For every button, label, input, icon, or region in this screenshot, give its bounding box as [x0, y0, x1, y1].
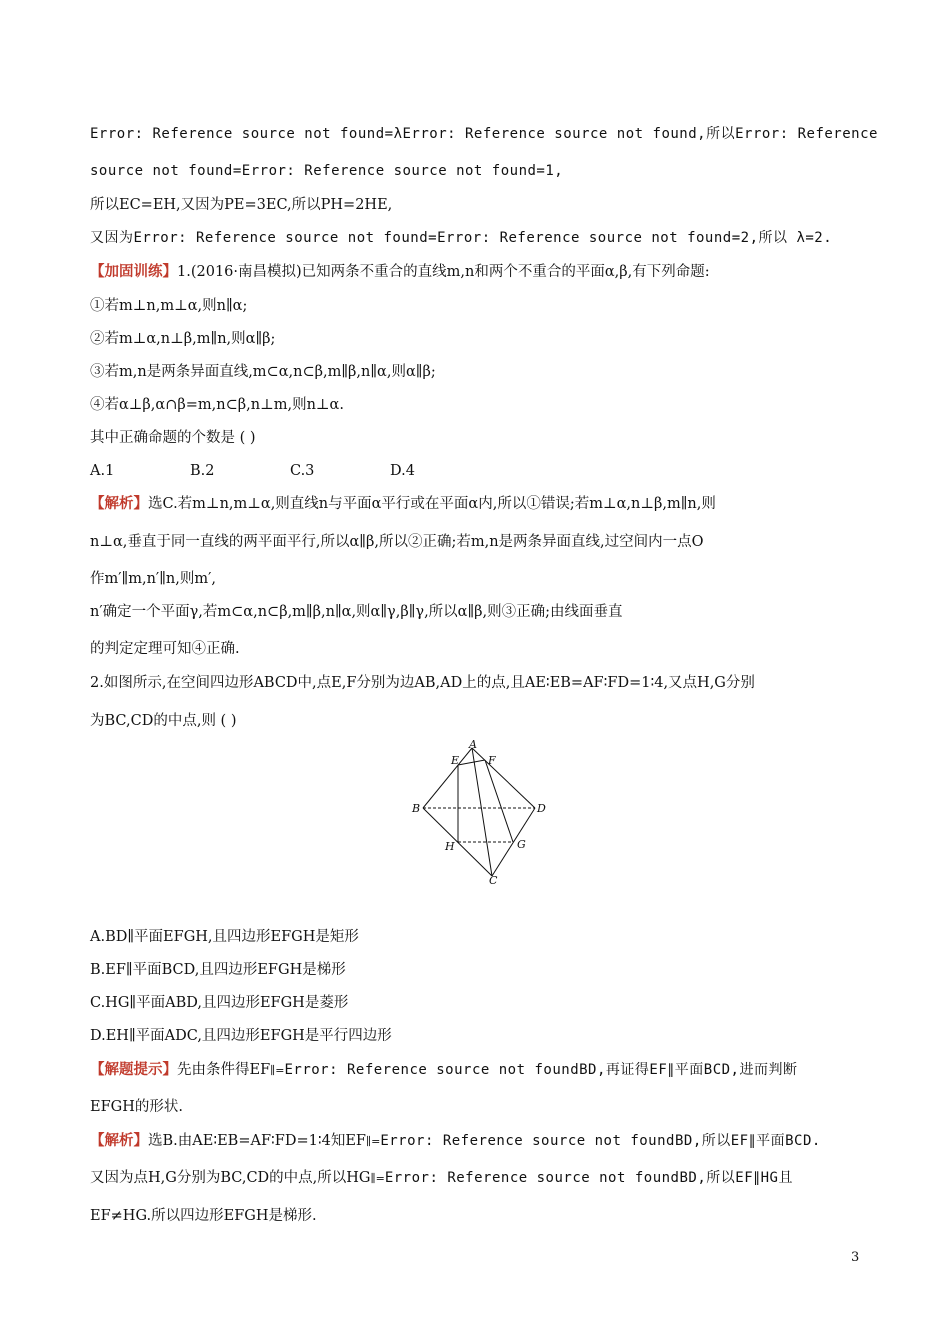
proposition-1: ①若m⊥n,m⊥α,则n∥α; [90, 298, 248, 314]
label-a: A [469, 738, 477, 751]
parallel-equal-symbol: ∥= [370, 1172, 385, 1185]
question-2-line-2: 为BC,CD的中点,则 ( ) [90, 713, 237, 729]
question-2-line-1: 2.如图所示,在空间四边形ABCD中,点E,F分别为边AB,AD上的点,且AE∶EB=AF∶FD=1∶4,又点H,G分别 [90, 675, 755, 691]
question-1-options [90, 461, 490, 481]
solution-2-line-3: EF≠HG.所以四边形EFGH是梯形. [90, 1208, 317, 1224]
solution-2-line-2: 又因为点H,G分别为BC,CD的中点,所以HG∥=Error: Reference source not foundBD,所以EF∥HG且 [90, 1170, 793, 1186]
tetrahedron-figure [408, 738, 553, 888]
option-b: B.2 [190, 463, 215, 479]
hint-line-1: 【解题提示】先由条件得EF∥=Error: Reference source not foundBD,再证得EF∥平面BCD,进而判断 [90, 1061, 798, 1078]
question-1-text: 1.(2016·南昌模拟)已知两条不重合的直线m,n和两个不重合的平面α,β,有下列命题: [177, 264, 710, 280]
solution-1-line-5: 的判定定理可知④正确. [90, 641, 240, 657]
solution-1-line-3: 作m′∥m,n′∥n,则m′, [90, 571, 217, 587]
text-line-2: source not found=Error: Reference source not found=1, [90, 163, 564, 179]
text-line-4: 又因为Error: Reference source not found=Error: Reference source not found=2,所以 λ=2. [90, 230, 833, 246]
solution-1-line-4: n′确定一个平面γ,若m⊂α,n⊂β,m∥β,n∥α,则α∥γ,β∥γ,所以α∥β,则③正确;由线面垂直 [90, 604, 623, 620]
hint-line-2: EFGH的形状. [90, 1099, 183, 1115]
text-line-1: Error: Reference source not found=λError: Reference source not found,所以Error: Reference [90, 126, 878, 142]
reinforcement-tag: 【加固训练】 [90, 263, 177, 280]
solution-1-line-2: n⊥α,垂直于同一直线的两平面平行,所以α∥β,所以②正确;若m,n是两条异面直线,过空间内一点O [90, 534, 704, 550]
parallel-equal-symbol: ∥= [366, 1135, 381, 1148]
hint-tag: 【解题提示】 [90, 1061, 177, 1078]
solution-2-line-1: 【解析】选B.由AE∶EB=AF∶FD=1∶4知EF∥=Error: Reference source not foundBD,所以EF∥平面BCD. [90, 1132, 821, 1149]
proposition-3: ③若m,n是两条异面直线,m⊂α,n⊂β,m∥β,n∥α,则α∥β; [90, 364, 436, 380]
page-number: 3 [851, 1250, 860, 1265]
option-a: A.1 [90, 463, 115, 479]
option-d: D.4 [390, 463, 415, 479]
label-f: F [488, 754, 496, 767]
proposition-2: ②若m⊥α,n⊥β,m∥n,则α∥β; [90, 331, 276, 347]
proposition-4: ④若α⊥β,α∩β=m,n⊂β,n⊥m,则n⊥α. [90, 397, 344, 413]
question-2-option-d: D.EH∥平面ADC,且四边形EFGH是平行四边形 [90, 1028, 392, 1044]
analysis-tag: 【解析】 [90, 495, 148, 512]
question-1-ask: 其中正确命题的个数是 ( ) [90, 430, 256, 446]
analysis-tag: 【解析】 [90, 1132, 148, 1149]
label-g: G [517, 838, 526, 851]
label-c: C [489, 874, 498, 887]
question-2-option-b: B.EF∥平面BCD,且四边形EFGH是梯形 [90, 962, 346, 978]
text-line-3: 所以EC=EH,又因为PE=3EC,所以PH=2HE, [90, 197, 393, 213]
question-2-option-a: A.BD∥平面EFGH,且四边形EFGH是矩形 [90, 929, 359, 945]
question-1-stem [90, 262, 710, 282]
label-b: B [412, 802, 421, 815]
parallel-equal-symbol: ∥= [270, 1064, 285, 1077]
label-d: D [537, 802, 546, 815]
question-2-option-c: C.HG∥平面ABD,且四边形EFGH是菱形 [90, 995, 349, 1011]
option-c: C.3 [290, 463, 315, 479]
label-e: E [451, 754, 460, 767]
label-h: H [445, 840, 455, 853]
solution-1-line-1: 【解析】选C.若m⊥n,m⊥α,则直线n与平面α平行或在平面α内,所以①错误;若m⊥α,n⊥β,m∥n,则 [90, 495, 716, 512]
